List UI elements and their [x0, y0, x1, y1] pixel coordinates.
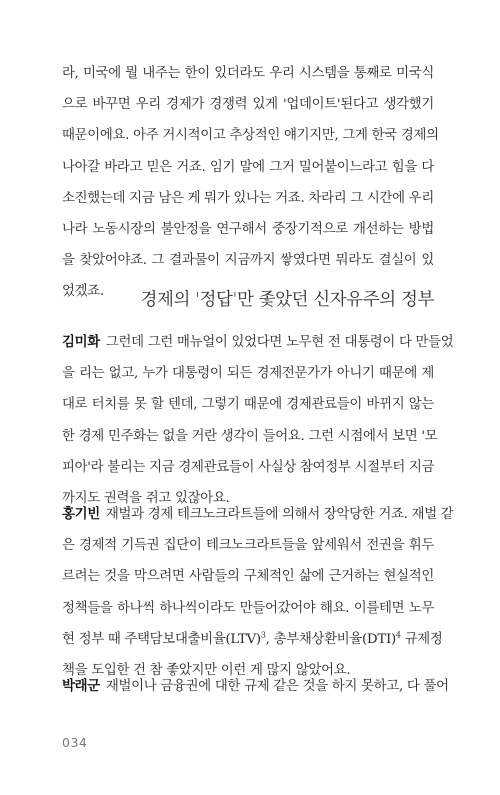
speaker-name: 박래군: [62, 679, 100, 694]
text-line: 한 경제 민주화는 없을 거란 생각이 들어요. 그런 시점에서 보면 '모: [62, 428, 438, 444]
page-number: 034: [62, 735, 88, 750]
kim-paragraph: [62, 327, 454, 514]
text-line: 을 리는 없고, 누가 대통령이 되든 경제전문가가 아니기 때문에 제: [62, 366, 434, 382]
text-line: 르려는 것을 막으려면 사람들의 구체적인 삶에 근거하는 현실적인: [62, 569, 434, 585]
footnote-ref: 4: [395, 630, 401, 640]
text-line: 피아'라 불리는 지금 경제관료들이 사실상 참여정부 시절부터 지금: [62, 459, 435, 475]
text-line: 박래군 재벌이나 금융권에 대한 규제 같은 것을 하지 못하고, 다 풀어: [62, 679, 449, 694]
text-line: 라, 미국에 뭘 내주는 한이 있더라도 우리 시스템을 통째로 미국식: [62, 66, 434, 81]
text-line: 김미화 그런데 그런 매뉴얼이 있었다면 노무현 전 대통령이 다 만들었: [62, 335, 454, 350]
hong-paragraph: [62, 499, 454, 686]
text-line: 현 정부 때 주택담보대출비율(LTV)$^3$, 총부채상환비율(DTI)$^4$ 규제정: [62, 630, 443, 647]
text-line: 소진했는데 지금 남은 게 뭐가 있나는 거죠. 차라리 그 시간에 우리: [62, 190, 435, 206]
text-line: 을 찾았어야죠. 그 결과물이 지금까지 쌓였다면 뭐라도 결실이 있: [62, 253, 434, 269]
text-line: 었겠죠.: [62, 284, 104, 300]
intro-paragraph: [62, 58, 439, 308]
text-line: 나라 노동시장의 불안정을 연구해서 중장기적으로 개선하는 방법: [62, 222, 434, 238]
speaker-name: 홍기빈: [62, 507, 100, 522]
text-line: 은 경제적 기득권 집단이 테크노크라트들을 앞세워서 전권을 휘두: [62, 538, 434, 554]
text-line: 책을 도입한 건 참 좋았지만 이런 게 많지 않았어요.: [62, 663, 351, 679]
section-heading: 경제의 '정답'만 좇았던 신자유주의 정부: [140, 290, 434, 310]
text-line: 홍기빈 재벌과 경제 테크노크라트들에 의해서 장악당한 거죠. 재벌 같: [62, 507, 454, 522]
text-line: 으로 바꾸면 우리 경제가 경쟁력 있게 '업데이트'된다고 생각했기: [62, 97, 434, 113]
speaker-name: 김미화: [62, 335, 100, 350]
park-paragraph: [62, 671, 449, 702]
text-line: 때문이에요. 아주 거시적이고 추상적인 얘기지만, 그게 한국 경제의: [62, 128, 439, 144]
text-line: 정책들을 하나씩 하나씩이라도 만들어갔어야 해요. 이를테면 노무: [62, 600, 434, 616]
text-line: 까지도 권력을 쥐고 있잖아요.: [62, 491, 230, 507]
text-line: 나아갈 바라고 믿은 거죠. 임기 말에 그거 밀어붙이느라고 힘을 다: [62, 159, 434, 175]
footnote-ref: 3: [260, 630, 266, 640]
text-line: 대로 터치를 못 할 텐데, 그렇기 때문에 경제관료들이 바뀌지 않는: [62, 397, 434, 413]
